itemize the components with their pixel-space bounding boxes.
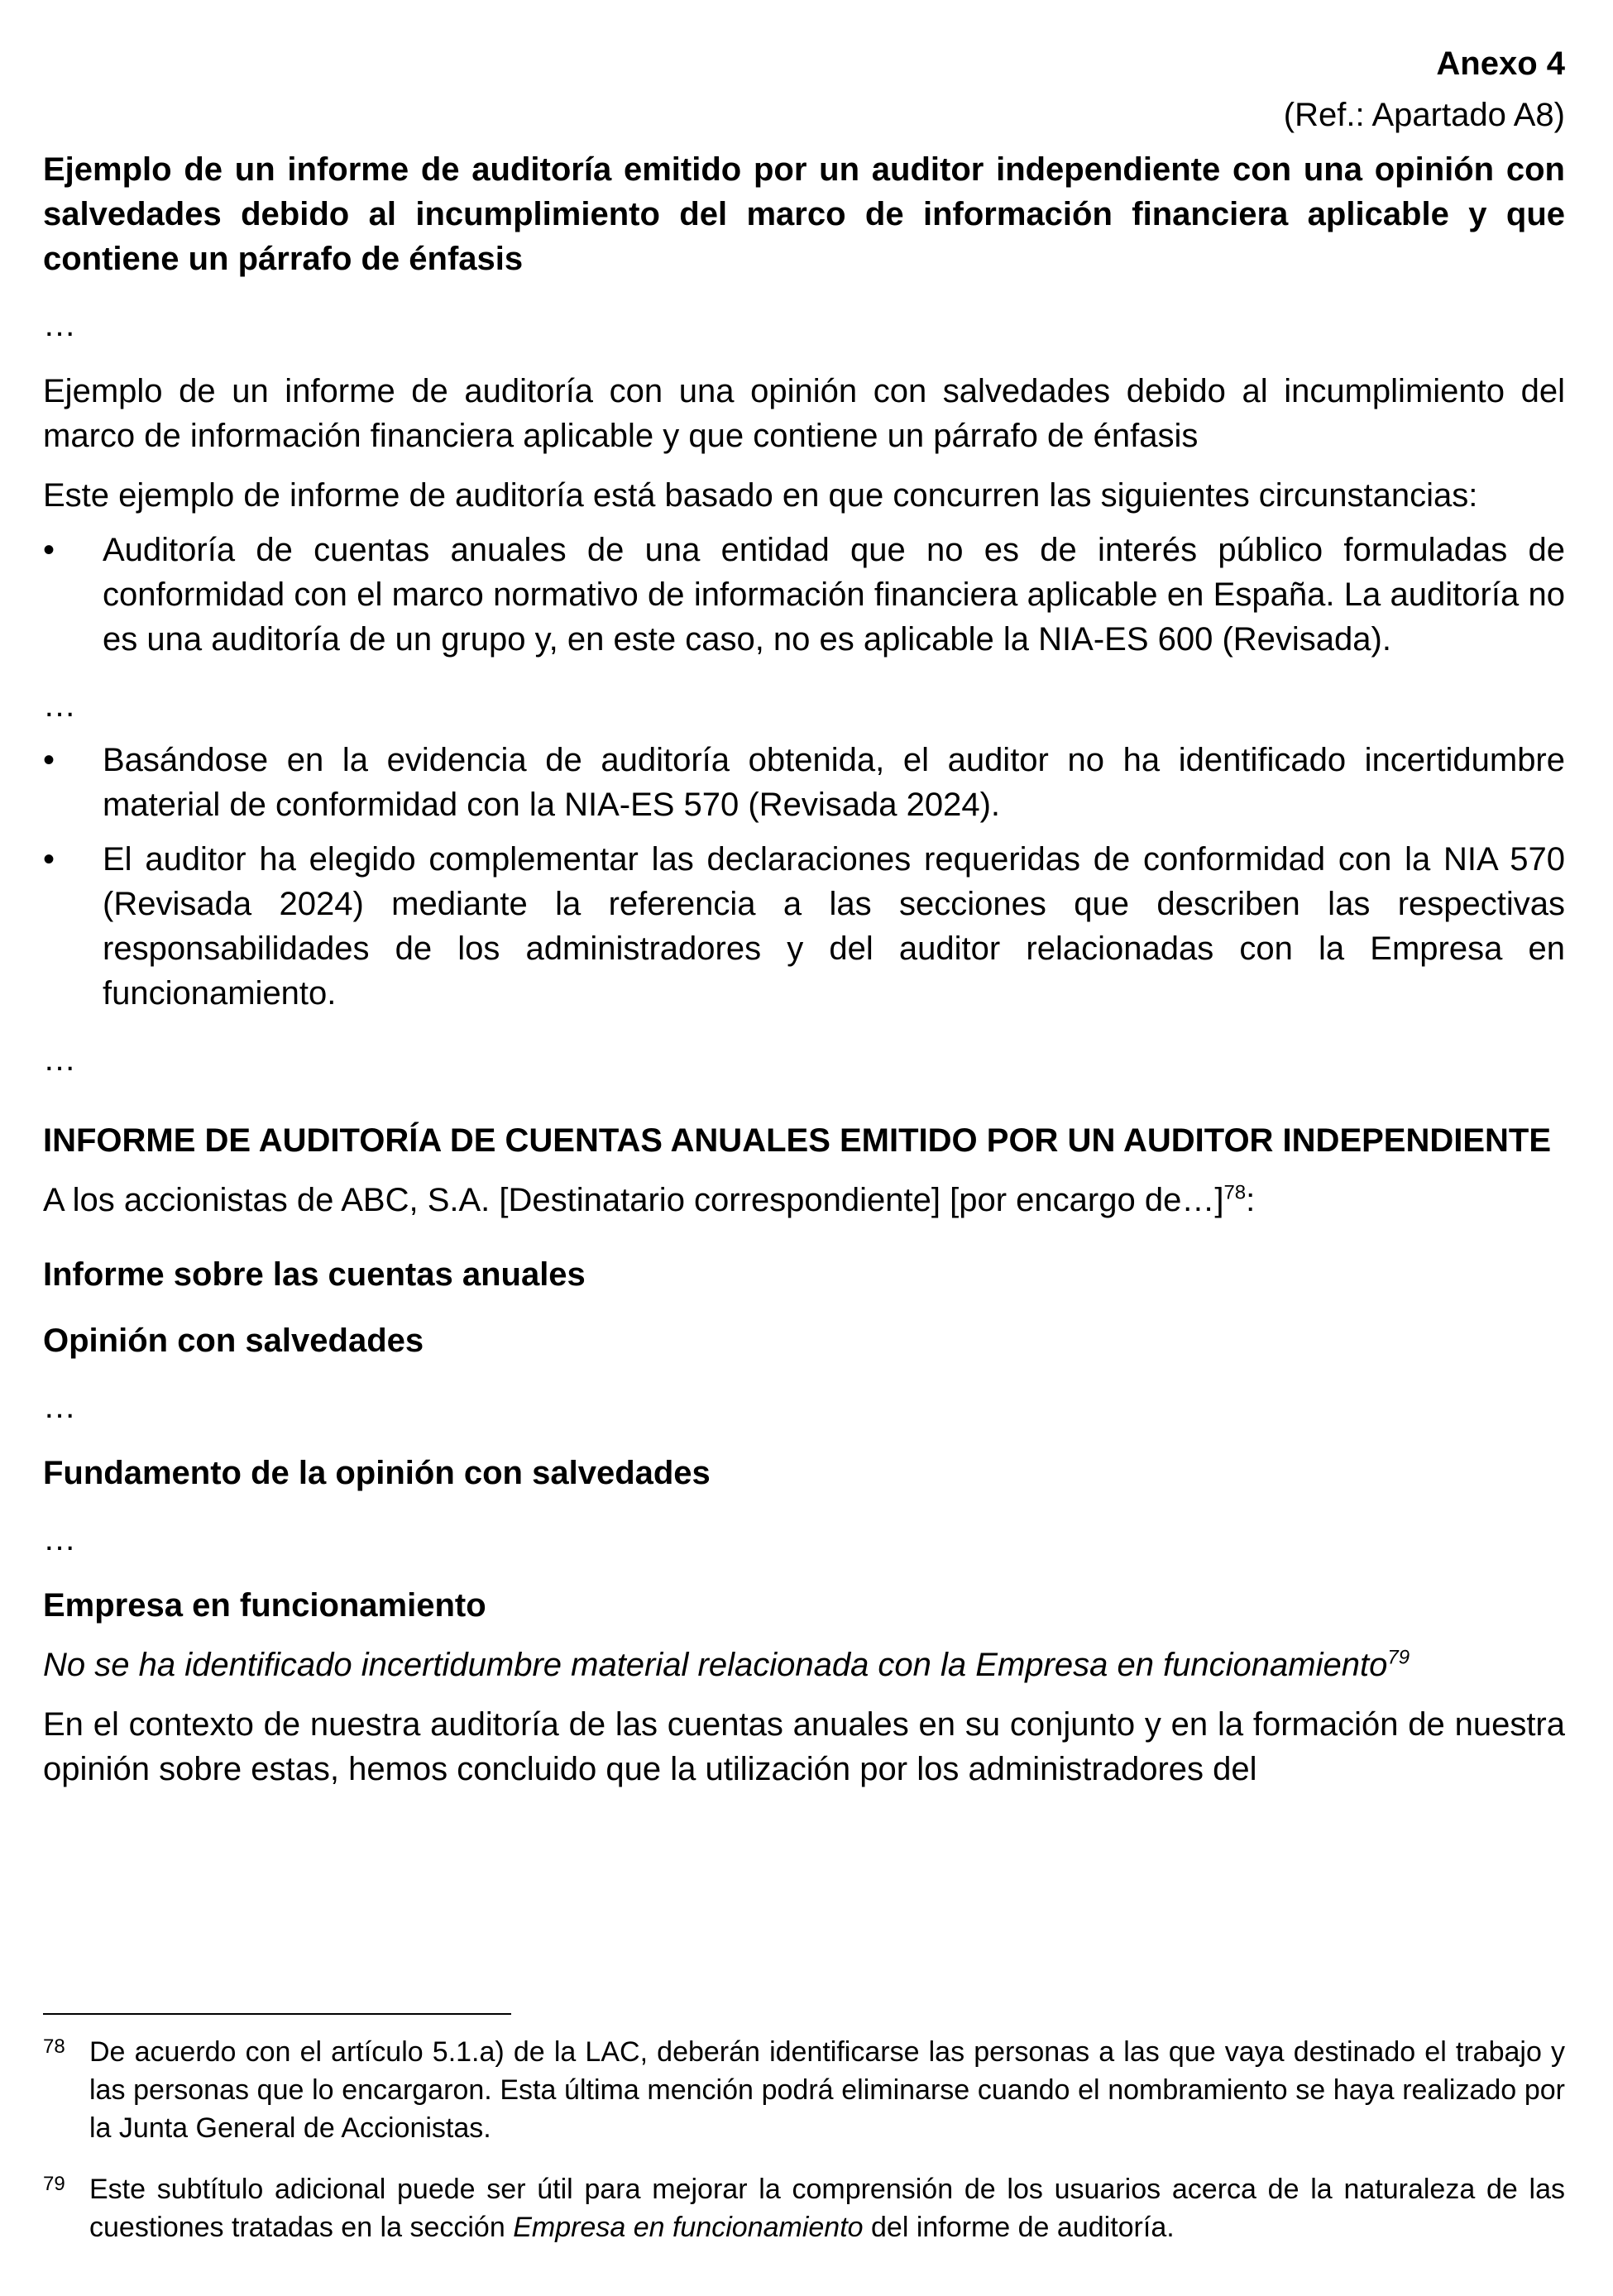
footnote-text: De acuerdo con el artículo 5.1.a) de la LAC, deberán identificarse las personas a las que vaya destinado el trabajo y las personas que lo encargaron. Esta última mención podrá eliminarse cuando el nombramiento se haya realizado por la Junta General de Accionistas. (89, 2036, 1565, 2144)
list-item (43, 738, 1565, 827)
footnotes (43, 2033, 1565, 2246)
list-item (43, 528, 1565, 662)
footnote-text-after: del informe de auditoría. (863, 2212, 1175, 2243)
addressee-colon: : (1246, 1182, 1256, 1218)
bullet-icon: • (43, 532, 55, 568)
list-item (43, 837, 1565, 1016)
document-title: Ejemplo de un informe de auditoría emitido por un auditor independiente con una opinión con salvedades debido al incumplimiento del marco de información financiera aplicable y que contiene un párrafo de énfasis (43, 151, 1565, 277)
footnote-text-before: Este subtítulo adicional puede ser útil para mejorar la comprensión de los usuarios acerca de la naturaleza de las cuestiones tratadas en la sección (89, 2174, 1565, 2243)
ellipsis: … (43, 307, 76, 343)
footnote-separator (43, 2013, 511, 2015)
footnote-ref[interactable]: 78 (1223, 1181, 1247, 1204)
addressee-text: A los accionistas de ABC, S.A. [Destinatario correspondiente] [por encargo de…] (43, 1182, 1224, 1218)
ellipsis: … (43, 1389, 76, 1425)
footnote-ref[interactable]: 79 (1387, 1646, 1410, 1669)
annex-label: Anexo 4 (1436, 45, 1565, 82)
ellipsis: … (43, 1041, 76, 1078)
reference-label: (Ref.: Apartado A8) (1283, 97, 1565, 133)
going-concern-paragraph: En el contexto de nuestra auditoría de las cuentas anuales en su conjunto y en la formación de nuestra opinión sobre estas, hemos concluido que la utilización por los administradores del (43, 1706, 1565, 1787)
section-heading-accounts: Informe sobre las cuentas anuales (43, 1256, 586, 1293)
example-subtitle: Ejemplo de un informe de auditoría con una opinión con salvedades debido al incumplimiento del marco de información financiera aplicable y que contiene un párrafo de énfasis (43, 373, 1565, 454)
section-heading-opinion: Opinión con salvedades (43, 1323, 424, 1359)
section-heading-going-concern: Empresa en funcionamiento (43, 1587, 486, 1624)
footnote-number: 79 (43, 2173, 65, 2195)
going-concern-subtitle (43, 1643, 1565, 1687)
circumstances-intro: Este ejemplo de informe de auditoría está basado en que concurren las siguientes circunstancias: (43, 477, 1478, 514)
footnote-text (89, 2174, 1565, 2243)
bullet-icon: • (43, 742, 55, 778)
bullet-icon: • (43, 841, 55, 878)
footnote-text-italic: Empresa en funcionamiento (513, 2212, 864, 2243)
going-concern-subtitle-text: No se ha identificado incertidumbre material relacionada con la Empresa en funcionamiento (43, 1647, 1388, 1683)
ellipsis: … (43, 1521, 76, 1557)
footnote-number: 78 (43, 2035, 65, 2058)
list-item-text: Auditoría de cuentas anuales de una entidad que no es de interés público formuladas de conformidad con el marco normativo de información financiera aplicable en España. La auditoría no es una auditoría de un grupo y, en este caso, no es aplicable la NIA-ES 600 (Revisada). (103, 532, 1565, 658)
list-item-text: Basándose en la evidencia de auditoría obtenida, el auditor no ha identificado incertidumbre material de conformidad con la NIA-ES 570 (Revisada 2024). (103, 742, 1565, 823)
report-addressee (43, 1178, 1565, 1222)
document-page (43, 41, 1565, 1791)
list-item-text: El auditor ha elegido complementar las declaraciones requeridas de conformidad con la NIA 570 (Revisada 2024) mediante la referencia a las secciones que describen las respectivas responsabilidades de los administradores y del auditor relacionadas con la Empresa en funcionamiento. (103, 841, 1565, 1012)
footnote (43, 2170, 1565, 2246)
ellipsis: … (43, 687, 76, 724)
report-heading: INFORME DE AUDITORÍA DE CUENTAS ANUALES EMITIDO POR UN AUDITOR INDEPENDIENTE (43, 1122, 1552, 1159)
footnote (43, 2033, 1565, 2147)
section-heading-basis: Fundamento de la opinión con salvedades (43, 1455, 711, 1491)
